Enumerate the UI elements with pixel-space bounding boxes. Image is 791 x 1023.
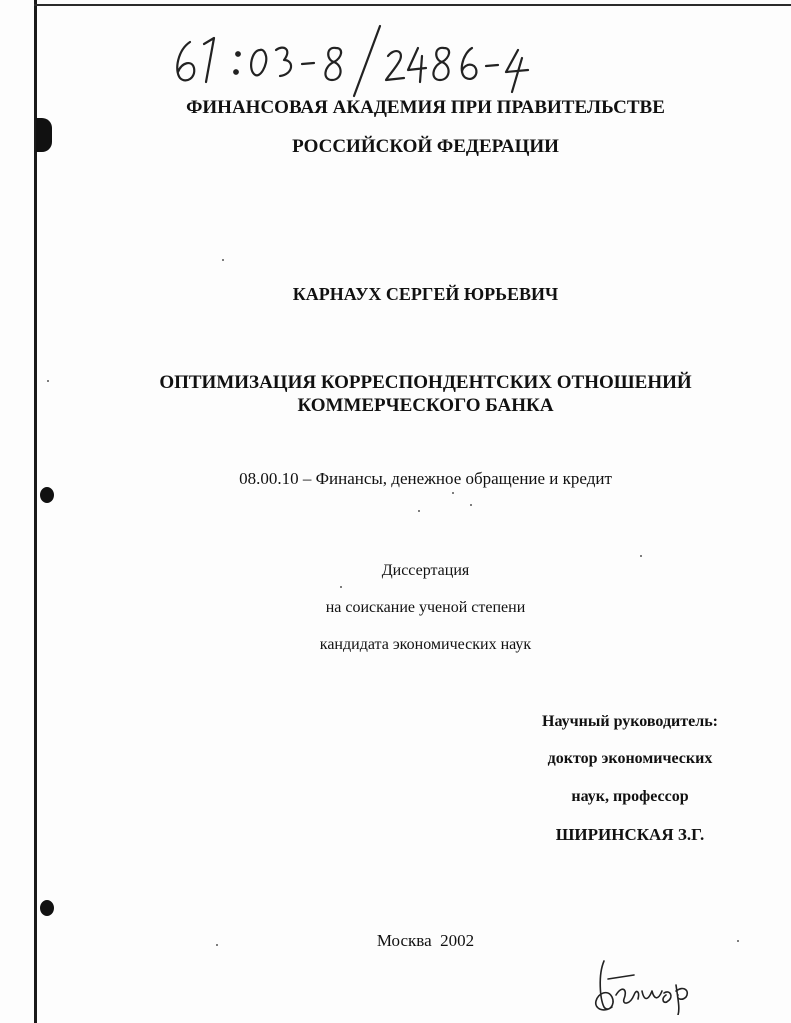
supervisor-heading: Научный руководитель: <box>542 713 718 730</box>
scan-border-top <box>34 4 791 6</box>
scan-speck <box>418 510 420 512</box>
scan-speck <box>222 259 224 261</box>
place-and-year: Москва 2002 <box>376 931 475 950</box>
handwritten-archive-code <box>168 20 538 100</box>
supervisor-title-line-2: наук, профессор <box>571 788 689 805</box>
scan-speck <box>340 586 342 588</box>
binding-hole-mark <box>40 487 54 503</box>
dissertation-title-line-2: КОММЕРЧЕСКОГО БАНКА <box>297 395 554 416</box>
institution-name-line-1: ФИНАНСОВАЯ АКАДЕМИЯ ПРИ ПРАВИТЕЛЬСТВЕ <box>186 97 665 118</box>
scan-speck <box>47 380 49 382</box>
scan-speck <box>470 504 472 506</box>
author-name: КАРНАУХ СЕРГЕЙ ЮРЬЕВИЧ <box>292 284 559 304</box>
supervisor-name: ШИРИНСКАЯ З.Г. <box>555 825 705 844</box>
scan-speck <box>737 940 739 942</box>
degree-line-1: на соискание ученой степени <box>325 599 526 616</box>
degree-line-2: кандидата экономических наук <box>319 636 532 653</box>
scan-speck <box>640 555 642 557</box>
handwritten-signature <box>590 955 700 1015</box>
scan-speck <box>452 492 454 494</box>
document-type: Диссертация <box>381 562 470 579</box>
specialty-code: 08.00.10 – Финансы, денежное обращение и кредит <box>239 469 612 488</box>
scan-speck <box>216 944 218 946</box>
dissertation-title-line-1: ОПТИМИЗАЦИЯ КОРРЕСПОНДЕНТСКИХ ОТНОШЕНИЙ <box>159 372 692 393</box>
supervisor-title-line-1: доктор экономических <box>547 750 713 767</box>
institution-name-line-2: РОССИЙСКОЙ ФЕДЕРАЦИИ <box>292 136 559 157</box>
binding-hole-mark <box>40 900 54 916</box>
